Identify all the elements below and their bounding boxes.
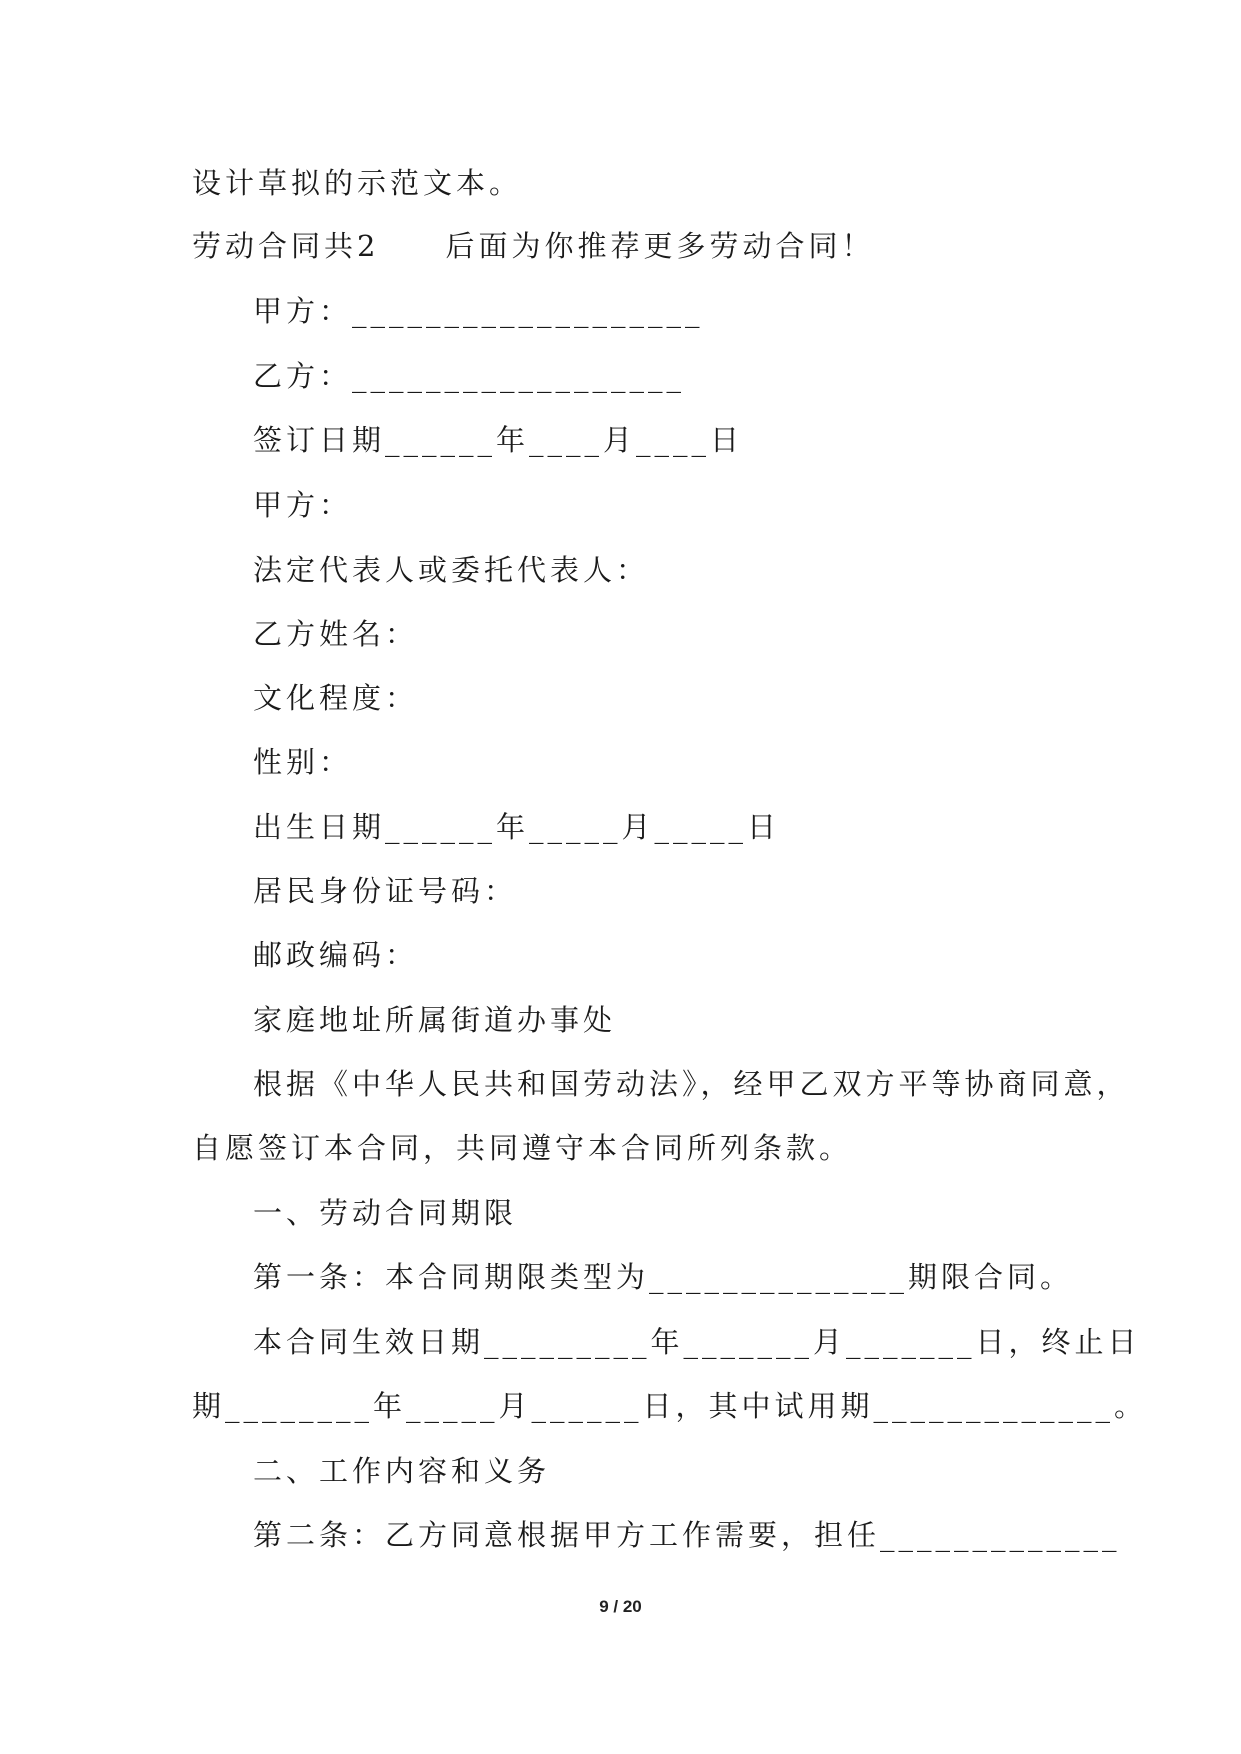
text-line-party-b: 乙方：__________________ [253, 359, 686, 393]
text-line-sign-date: 签订日期______年____月____日 [253, 423, 744, 457]
text-line-preamble-1: 根据《中华人民共和国劳动法》，经甲乙双方平等协商同意， [253, 1067, 1130, 1101]
text-line-intro: 设计草拟的示范文本。 [192, 166, 523, 200]
text-line-article-1: 第一条：本合同期限类型为______________期限合同。 [253, 1260, 1074, 1294]
text-line-address: 家庭地址所属街道办事处 [253, 1003, 617, 1037]
text-line-postal-code: 邮政编码： [253, 938, 419, 972]
text-line-representative: 法定代表人或委托代表人： [253, 553, 650, 587]
text-line-effective-date: 本合同生效日期_________年_______月_______日，终止日 [253, 1325, 1141, 1359]
section-heading-term: 一、劳动合同期限 [253, 1196, 518, 1230]
text-line-heading: 劳动合同共2 后面为你推荐更多劳动合同！ [192, 229, 875, 263]
text-line-gender: 性别： [253, 745, 353, 779]
text-line-party-a: 甲方：___________________ [253, 294, 704, 328]
text-line-preamble-2: 自愿签订本合同，共同遵守本合同所列条款。 [192, 1131, 853, 1165]
text-line-birth-date: 出生日期______年_____月_____日 [253, 810, 781, 844]
text-line-party-b-name: 乙方姓名： [253, 617, 419, 651]
page-number: 9 / 20 [599, 1597, 642, 1616]
text-line-education: 文化程度： [253, 681, 419, 715]
text-line-end-date: 期________年_____月______日，其中试用期_____________。 [192, 1389, 1148, 1423]
text-line-party-a-label: 甲方： [253, 488, 353, 522]
text-line-article-2: 第二条：乙方同意根据甲方工作需要，担任_____________ [253, 1518, 1121, 1552]
text-line-id-number: 居民身份证号码： [253, 874, 518, 908]
section-heading-duties: 二、工作内容和义务 [253, 1454, 551, 1488]
